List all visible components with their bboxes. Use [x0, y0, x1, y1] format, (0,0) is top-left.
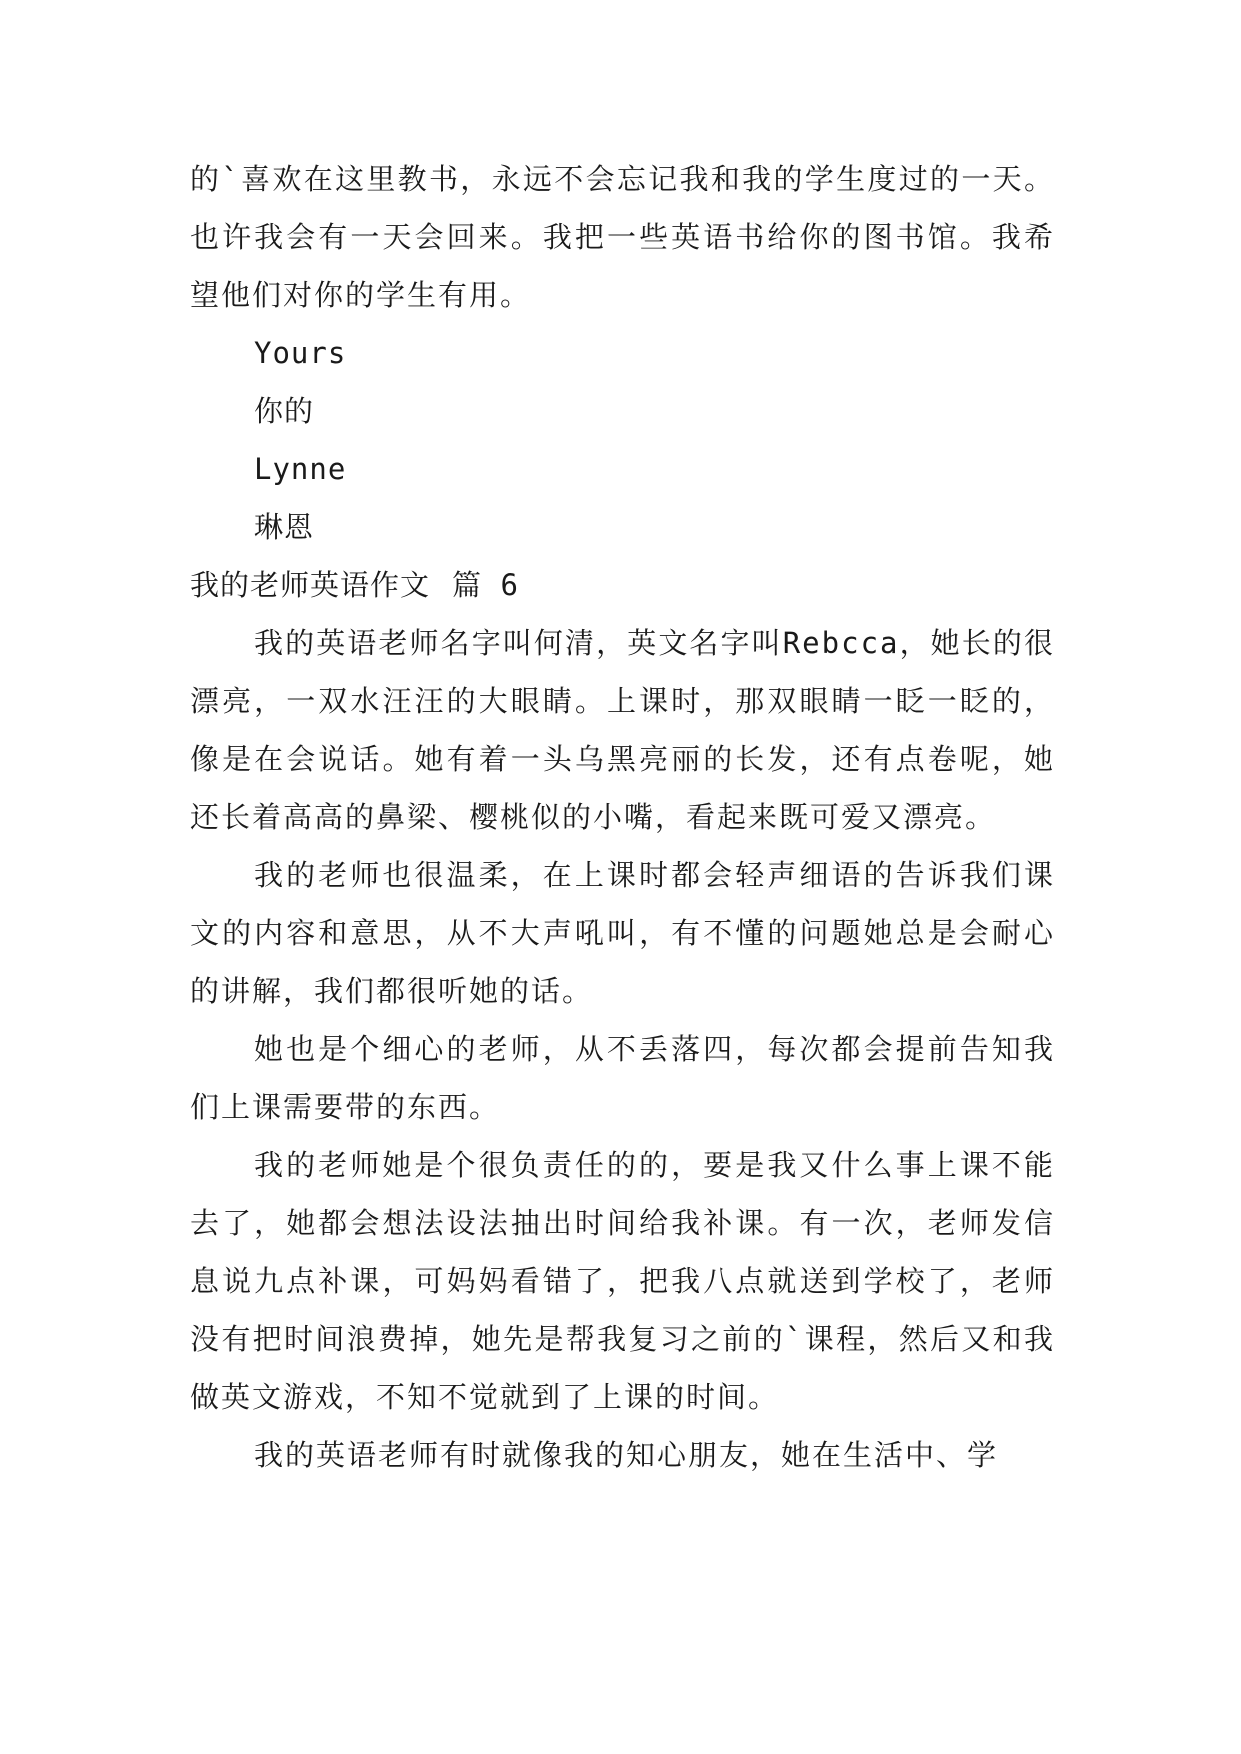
section-title: 我的老师英语作文 — [190, 568, 431, 602]
body-paragraph: 我的英语老师名字叫何清，英文名字叫Rebcca，她长的很漂亮，一双水汪汪的大眼睛。上课时，那双眼睛一眨一眨的，像是在会说话。她有着一头乌黑亮丽的长发，还有点卷呢，她还长着高高的鼻梁、樱桃似的小嘴，看起来既可爱又漂亮。 — [190, 626, 1055, 834]
closing-line-cn: 你的 — [254, 394, 315, 428]
section-heading — [190, 556, 1055, 614]
signature-name: Lynne — [254, 452, 347, 486]
section-number: 篇 6 — [452, 568, 519, 602]
document-page — [190, 150, 1055, 1484]
closing-line: Yours — [254, 336, 347, 370]
signature-name-cn: 琳恩 — [254, 510, 315, 544]
body-paragraph: 我的英语老师有时就像我的知心朋友，她在生活中、学 — [254, 1438, 999, 1472]
intro-paragraph: 的`喜欢在这里教书，永远不会忘记我和我的学生度过的一天。也许我会有一天会回来。我把一些英语书给你的图书馆。我希望他们对你的学生有用。 — [190, 162, 1055, 312]
body-paragraph: 我的老师她是个很负责任的的，要是我又什么事上课不能去了，她都会想法设法抽出时间给我补课。有一次，老师发信息说九点补课，可妈妈看错了，把我八点就送到学校了，老师没有把时间浪费掉，她先是帮我复习之前的`课程，然后又和我做英文游戏，不知不觉就到了上课的时间。 — [190, 1148, 1055, 1414]
body-paragraph: 我的老师也很温柔，在上课时都会轻声细语的告诉我们课文的内容和意思，从不大声吼叫，有不懂的问题她总是会耐心的讲解，我们都很听她的话。 — [190, 858, 1055, 1008]
body-paragraph: 她也是个细心的老师，从不丢落四，每次都会提前告知我们上课需要带的东西。 — [190, 1032, 1055, 1124]
